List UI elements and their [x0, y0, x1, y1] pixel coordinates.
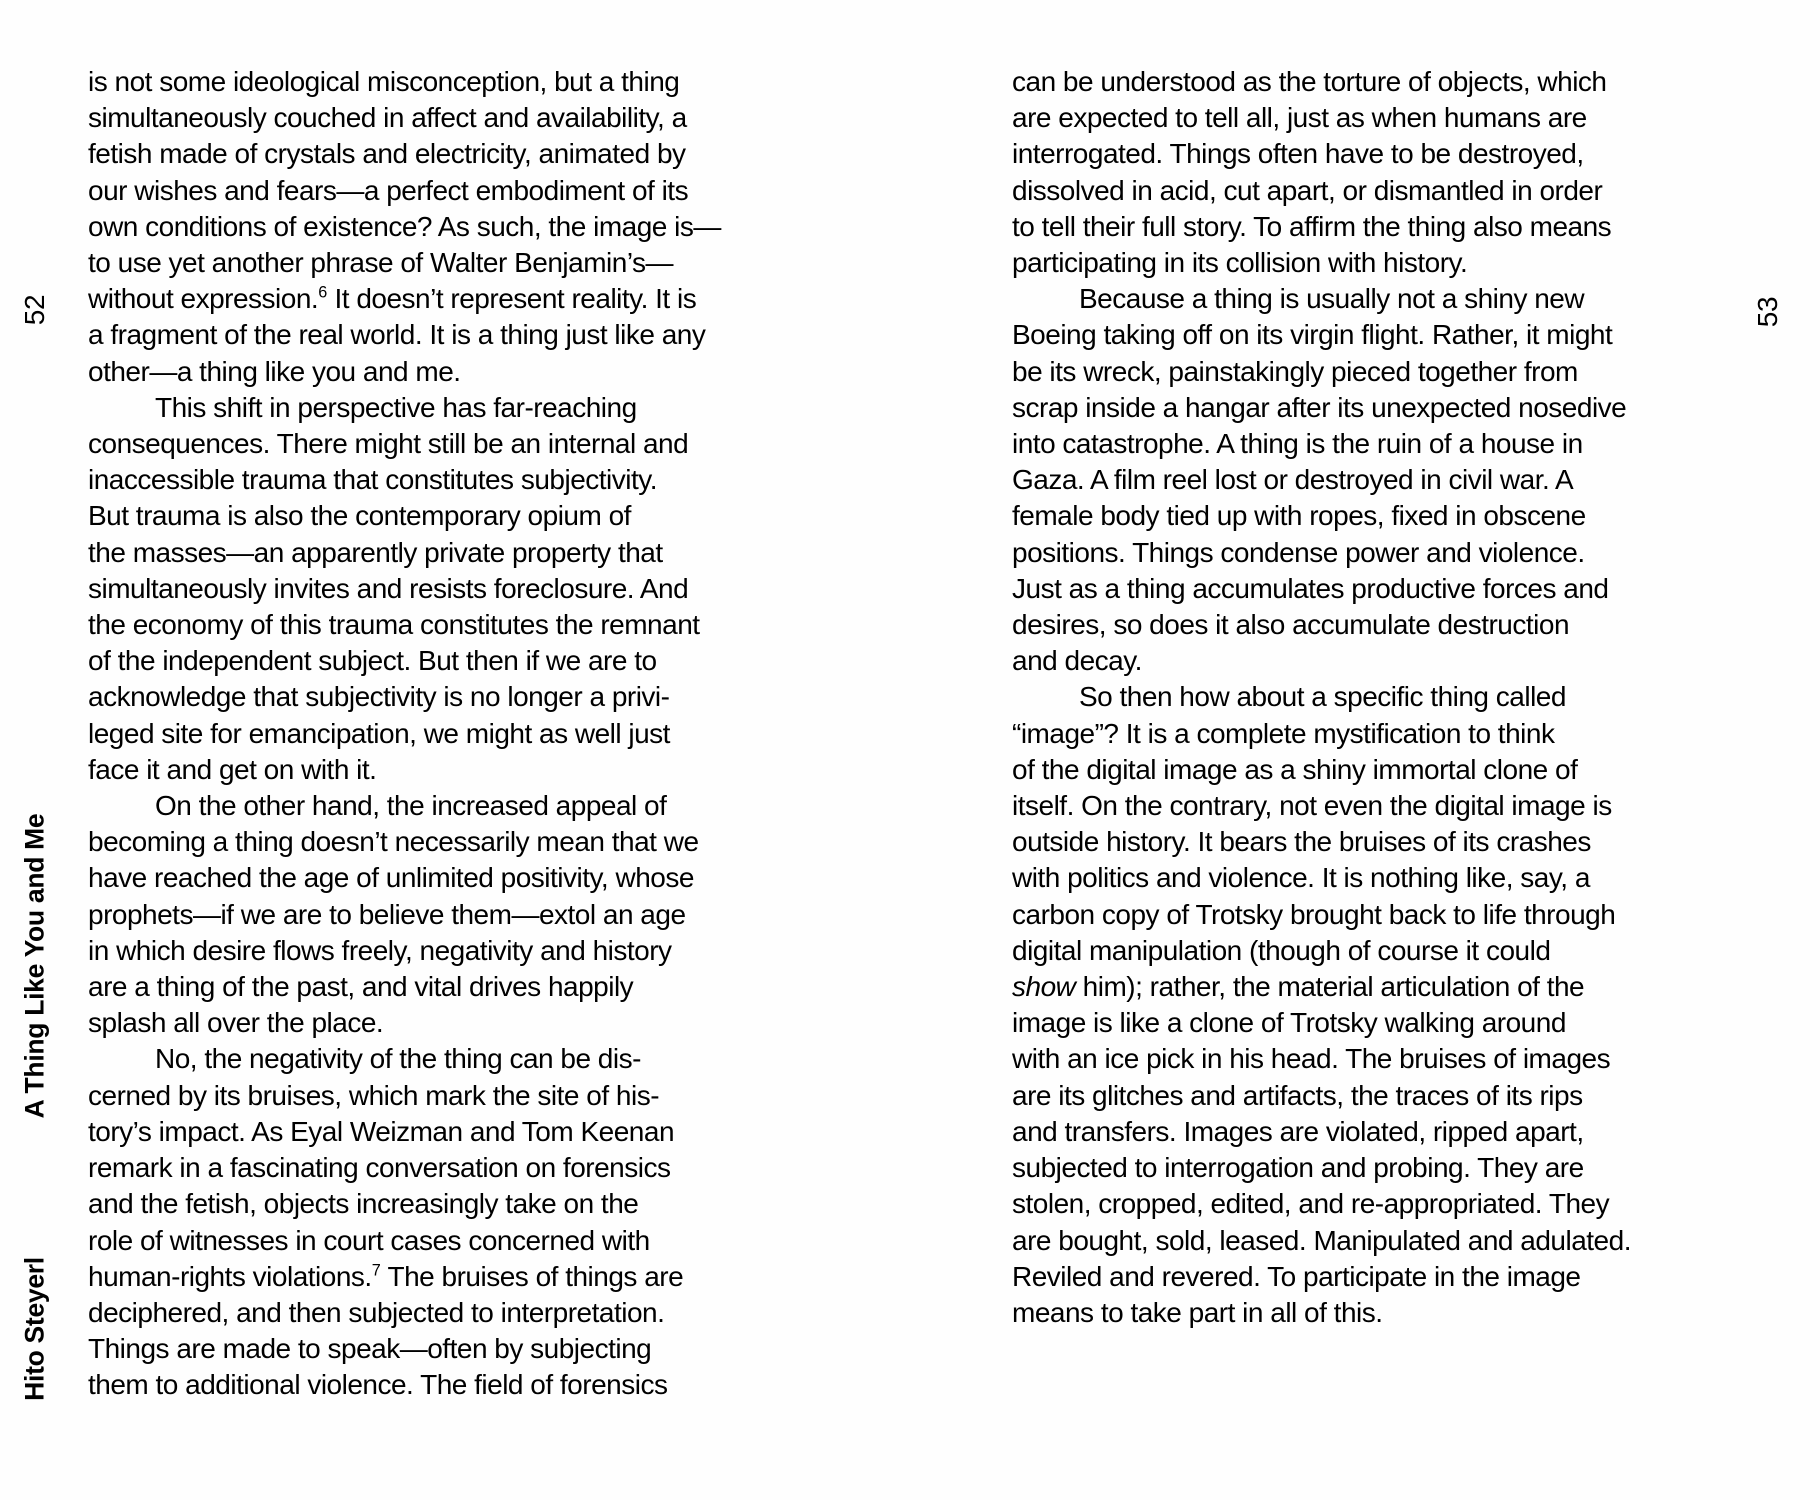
text-line: splash all over the place. — [88, 1007, 384, 1039]
text-line: and transfers. Images are violated, ripped apart, — [1012, 1115, 1584, 1147]
text-line: This shift in perspective has far-reaching — [155, 391, 637, 423]
text-line: are its glitches and artifacts, the traces of its rips — [1012, 1079, 1583, 1111]
text-line: consequences. There might still be an internal and — [88, 428, 689, 460]
text-line: Things are made to speak—often by subjecting — [88, 1333, 652, 1365]
text-line: inaccessible trauma that constitutes subjectivity. — [88, 464, 657, 496]
left-page-text-column — [88, 64, 788, 1404]
text-line: remark in a fascinating conversation on forensics — [88, 1152, 671, 1184]
text-line: leged site for emancipation, we might as well just — [88, 717, 670, 749]
text-line: a fragment of the real world. It is a thing just like any — [88, 319, 706, 351]
text-line: But trauma is also the contemporary opium of — [88, 500, 631, 532]
text-line: deciphered, and then subjected to interpretation. — [88, 1296, 665, 1328]
text-line: are a thing of the past, and vital drives happily — [88, 971, 634, 1003]
text-line: interrogated. Things often have to be destroyed, — [1012, 138, 1584, 170]
text-line: are bought, sold, leased. Manipulated and adulated. — [1012, 1224, 1631, 1256]
text-line: into catastrophe. A thing is the ruin of a house in — [1012, 428, 1583, 460]
text-line: role of witnesses in court cases concerned with — [88, 1224, 650, 1256]
text-line: and decay. — [1012, 645, 1142, 677]
text-line: our wishes and fears—a perfect embodiment of its — [88, 174, 689, 206]
text-line: “image”? It is a complete mystification to think — [1012, 717, 1555, 749]
text-line: are expected to tell all, just as when humans are — [1012, 102, 1587, 134]
text-line: Because a thing is usually not a shiny new — [1079, 283, 1585, 315]
author-name-vertical: Hito Steyerl — [19, 1257, 50, 1401]
text-line: Gaza. A film reel lost or destroyed in civil war. A — [1012, 464, 1574, 496]
text-line: On the other hand, the increased appeal of — [155, 790, 667, 822]
text-line: stolen, cropped, edited, and re-appropriated. They — [1012, 1188, 1610, 1220]
text-line: face it and get on with it. — [88, 753, 377, 785]
text-line: fetish made of crystals and electricity, animated by — [88, 138, 686, 170]
text-line: positions. Things condense power and violence. — [1012, 536, 1585, 568]
text-line: participating in its collision with history. — [1012, 247, 1468, 279]
book-title-vertical: A Thing Like You and Me — [19, 813, 50, 1119]
text-line: show him); rather, the material articulation of the — [1012, 971, 1585, 1003]
page-number-left: 52 — [19, 294, 50, 326]
text-line: other—a thing like you and me. — [88, 355, 461, 387]
text-line: subjected to interrogation and probing. They are — [1012, 1152, 1584, 1184]
text-line: cerned by its bruises, which mark the site of his- — [88, 1079, 660, 1111]
text-line: be its wreck, painstakingly pieced together from — [1012, 355, 1578, 387]
page-number-right: 53 — [1752, 296, 1783, 328]
text-line: can be understood as the torture of objects, which — [1012, 66, 1607, 97]
text-line: is not some ideological misconception, but a thing — [88, 66, 680, 97]
text-line: the economy of this trauma constitutes the remnant — [88, 609, 700, 641]
text-line: the masses—an apparently private property that — [88, 536, 663, 568]
text-line: them to additional violence. The field of forensics — [88, 1369, 668, 1401]
text-line: carbon copy of Trotsky brought back to life through — [1012, 898, 1616, 930]
text-line: No, the negativity of the thing can be dis- — [155, 1043, 641, 1075]
text-line: So then how about a specific thing called — [1079, 681, 1566, 713]
text-line: prophets—if we are to believe them—extol an age — [88, 898, 686, 930]
text-line: acknowledge that subjectivity is no longer a privi- — [88, 681, 670, 713]
text-line: and the fetish, objects increasingly take on the — [88, 1188, 639, 1220]
text-line: itself. On the contrary, not even the digital image is — [1012, 790, 1612, 822]
text-line: with politics and violence. It is nothing like, say, a — [1012, 862, 1590, 894]
text-line: to use yet another phrase of Walter Benjamin’s— — [88, 247, 674, 279]
text-line: outside history. It bears the bruises of its crashes — [1012, 826, 1591, 858]
right-page-text-column — [1012, 64, 1712, 1331]
text-line: in which desire flows freely, negativity and history — [88, 934, 672, 966]
text-line: without expression.$^6$ It doesn’t represent reality. It is — [88, 283, 697, 315]
text-line: of the independent subject. But then if we are to — [88, 645, 657, 677]
text-line: tory’s impact. As Eyal Weizman and Tom Keenan — [88, 1115, 675, 1147]
text-line: human-rights violations.$^7$ The bruises of things are — [88, 1260, 684, 1292]
text-line: image is like a clone of Trotsky walking around — [1012, 1007, 1566, 1039]
text-line: means to take part in all of this. — [1012, 1296, 1383, 1328]
text-line: Just as a thing accumulates productive forces and — [1012, 572, 1609, 604]
text-line: Boeing taking off on its virgin flight. Rather, it might — [1012, 319, 1613, 351]
text-line: simultaneously invites and resists foreclosure. And — [88, 572, 689, 604]
text-line: simultaneously couched in affect and availability, a — [88, 102, 687, 134]
text-line: own conditions of existence? As such, the image is— — [88, 210, 721, 242]
text-line: have reached the age of unlimited positivity, whose — [88, 862, 694, 894]
text-line: of the digital image as a shiny immortal clone of — [1012, 753, 1578, 785]
text-line: dissolved in acid, cut apart, or dismantled in order — [1012, 174, 1603, 206]
text-line: Reviled and revered. To participate in the image — [1012, 1260, 1581, 1292]
text-line: to tell their full story. To affirm the thing also means — [1012, 210, 1612, 242]
text-line: scrap inside a hangar after its unexpected nosedive — [1012, 391, 1627, 423]
text-line: becoming a thing doesn’t necessarily mean that we — [88, 826, 699, 858]
text-line: digital manipulation (though of course it could — [1012, 934, 1551, 966]
text-line: desires, so does it also accumulate destruction — [1012, 609, 1570, 641]
text-line: with an ice pick in his head. The bruises of images — [1012, 1043, 1611, 1075]
text-line: female body tied up with ropes, fixed in obscene — [1012, 500, 1586, 532]
